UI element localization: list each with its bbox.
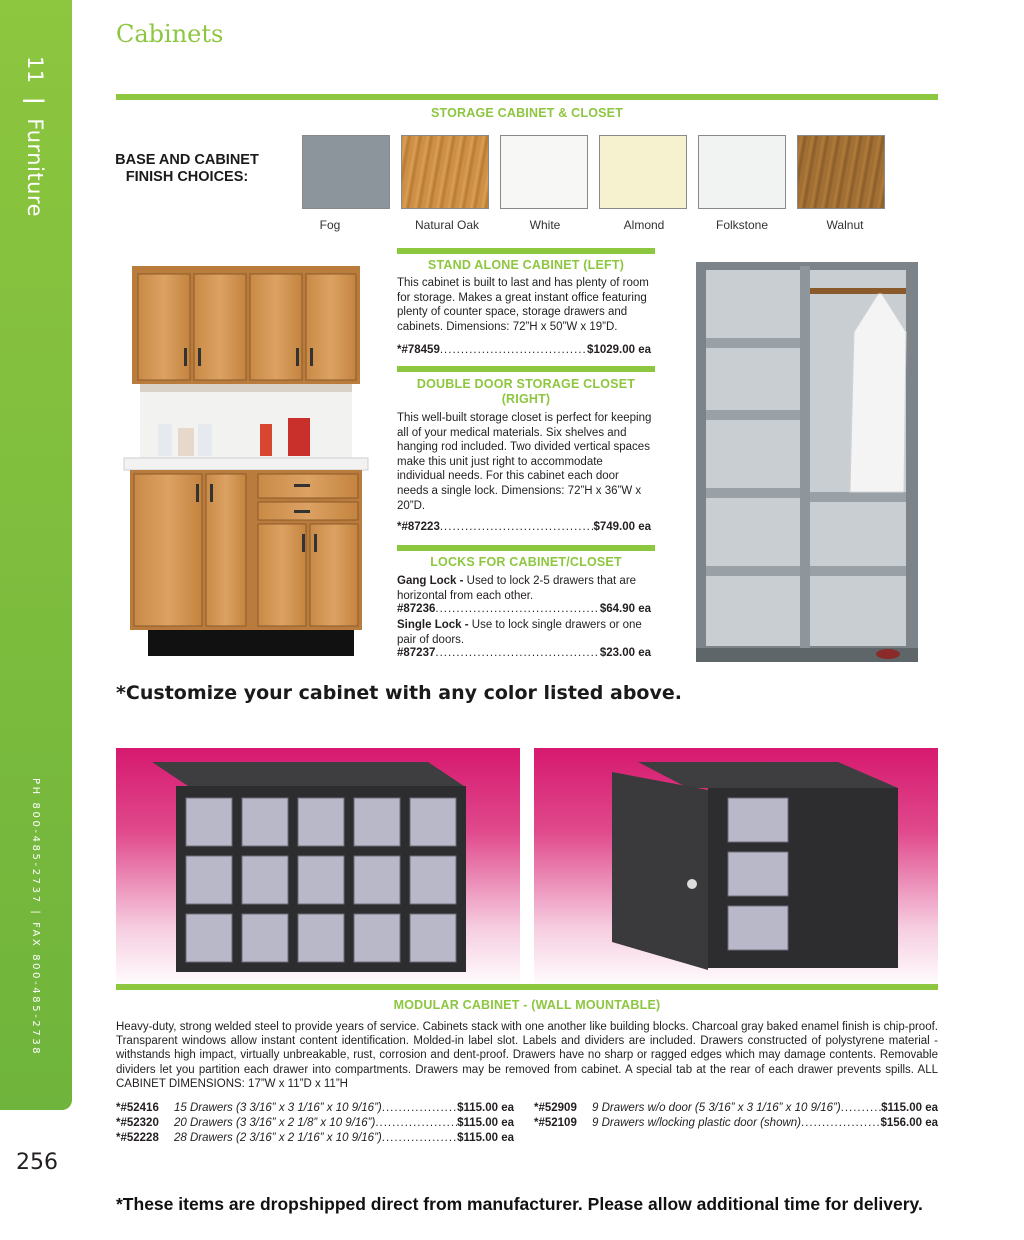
gang-lock-title: Gang Lock -: [397, 575, 464, 587]
dot-leader: [375, 1117, 457, 1129]
dot-leader: [435, 647, 599, 659]
single-lock-text: Use to lock single drawers or one pair of doors.: [397, 619, 642, 646]
item-description: 15 Drawers (3 3/16” x 3 1/16” x 10 9/16”): [174, 1102, 382, 1114]
item-description: 9 Drawers w/locking plastic door (shown): [592, 1117, 801, 1129]
finish-choices-label: BASE AND CABINET FINISH CHOICES:: [115, 152, 259, 185]
single-lock-title: Single Lock -: [397, 619, 469, 631]
swatch-name: White: [529, 218, 561, 232]
gang-lock-description: [397, 574, 659, 603]
gang-lock-price-line: [397, 603, 651, 615]
item-number: *#78459: [397, 344, 440, 356]
stand-alone-cabinet-image: [118, 262, 374, 662]
price-row: [534, 1102, 938, 1114]
item-price: $115.00 ea: [881, 1102, 938, 1114]
contact-numbers: [30, 778, 41, 1056]
double-door-price-line: [397, 521, 651, 533]
section-number: 11: [23, 56, 47, 84]
section-divider: |: [23, 96, 47, 106]
section-tab-label: [23, 56, 47, 217]
item-price: $115.00 ea: [457, 1117, 514, 1129]
gang-lock-text: Used to lock 2-5 drawers that are horizontal from each other.: [397, 575, 637, 602]
swatch-folkstone: [698, 135, 786, 209]
item-price: $115.00 ea: [457, 1102, 514, 1114]
price-row: [116, 1132, 514, 1144]
double-door-description: This well-built storage closet is perfect for keeping all of your medical materials. Six shelves and hanging rod included. Two divided vertical spaces make this unit just right to accommodate individual needs. For this cabinet each door needs a single lock. Dimensions: 72”H x 36”W x 20”D.: [397, 412, 652, 512]
price-row: [116, 1117, 514, 1129]
item-number: *#52416: [116, 1102, 159, 1114]
single-lock-price-line: [397, 647, 651, 659]
modular-heading: MODULAR CABINET - (WALL MOUNTABLE): [393, 998, 661, 1012]
customize-note: *Customize your cabinet with any color listed above.: [116, 682, 682, 704]
stand-alone-heading: STAND ALONE CABINET (LEFT): [427, 258, 625, 272]
contact-divider: |: [30, 910, 41, 923]
item-price: $749.00 ea: [593, 521, 651, 533]
heading-line: DOUBLE DOOR STORAGE CLOSET: [416, 377, 636, 391]
price-row: [116, 1102, 514, 1114]
dot-leader: [382, 1102, 457, 1114]
item-price: $23.00 ea: [599, 647, 651, 659]
swatch-name: Natural Oak: [414, 218, 480, 232]
modular-description: Heavy-duty, strong welded steel to provide years of service. Cabinets stack with one another like building blocks. Charcoal gray baked enamel finish is chip-proof. Transparent windows allow instant content identification. Molded-in label slot. Labels and dividers are included. Drawers constructed of polystyrene material - withstands high impact, virtually unbreakable, rust, corrosion and dent-proof. Drawers have no sharp or ragged edges which may damage contents. Removable dividers let you partition each drawer into compartments. Drawers may be removed from cabinet. A special tab at the rear of each drawer prevents spills. ALL CABINET DIMENSIONS: 17”W x 11”D x 11”H: [116, 1021, 938, 1090]
storage-heading: STORAGE CABINET & CLOSET: [430, 106, 624, 120]
dropship-note: *These items are dropshipped direct from manufacturer. Please allow additional time for delivery.: [116, 1194, 923, 1214]
top-divider: [116, 94, 938, 100]
fax-number: FAX 800-485-2738: [30, 922, 41, 1057]
storage-closet-image: [692, 260, 924, 666]
locks-divider: [397, 545, 655, 551]
stand-alone-price-line: [397, 344, 651, 356]
locks-heading: LOCKS FOR CABINET/CLOSET: [430, 555, 622, 569]
dot-leader: [440, 521, 594, 533]
item-number: #87237: [397, 647, 436, 659]
item-number: *#52909: [534, 1102, 577, 1114]
item-number: *#52320: [116, 1117, 159, 1129]
price-row: [534, 1117, 938, 1129]
double-door-heading: [397, 377, 655, 407]
section-sidebar: [0, 0, 72, 1110]
page-number: 256: [16, 1150, 58, 1175]
stand-alone-description: This cabinet is built to last and has plenty of room for storage. Makes a great instant office featuring plenty of counter space, storage drawers and cabinets. Dimensions: 72”H x 50”W x 19”D.: [397, 277, 649, 333]
swatch-natural-oak: [401, 135, 489, 209]
swatch-name: Almond: [623, 218, 665, 232]
item-price: $1029.00 ea: [587, 344, 651, 356]
swatch-name: Walnut: [826, 218, 864, 232]
dot-leader: [841, 1102, 881, 1114]
swatch-white: [500, 135, 588, 209]
item-number: *#52228: [116, 1132, 159, 1144]
item-description: 9 Drawers w/o door (5 3/16” x 3 1/16” x 10 9/16”): [592, 1102, 841, 1114]
dot-leader: [440, 344, 587, 356]
swatch-fog: [302, 135, 390, 209]
item-price: $156.00 ea: [880, 1117, 938, 1129]
dot-leader: [801, 1117, 880, 1129]
item-price: $115.00 ea: [457, 1132, 514, 1144]
phone-number: PH 800-485-2737: [30, 778, 41, 905]
drawer-cabinet-image: [148, 758, 468, 972]
stand-alone-divider: [397, 248, 655, 254]
double-door-divider: [397, 366, 655, 372]
item-description: 20 Drawers (3 3/16” x 2 1/8” x 10 9/16”): [174, 1117, 376, 1129]
page-title: Cabinets: [116, 20, 224, 48]
item-number: #87236: [397, 603, 436, 615]
item-description: 28 Drawers (2 3/16” x 2 1/16” x 10 9/16”): [174, 1132, 382, 1144]
swatch-walnut: [797, 135, 885, 209]
section-name: Furniture: [23, 118, 47, 218]
door-cabinet-image: [608, 758, 908, 972]
heading-line: (RIGHT): [501, 392, 551, 406]
item-number: *#87223: [397, 521, 440, 533]
swatch-almond: [599, 135, 687, 209]
dot-leader: [435, 603, 599, 615]
item-number: *#52109: [534, 1117, 577, 1129]
single-lock-description: [397, 618, 659, 647]
dot-leader: [382, 1132, 457, 1144]
modular-divider: [116, 984, 938, 990]
swatch-name: Fog: [319, 218, 341, 232]
swatch-name: Folkstone: [715, 218, 769, 232]
item-price: $64.90 ea: [599, 603, 651, 615]
